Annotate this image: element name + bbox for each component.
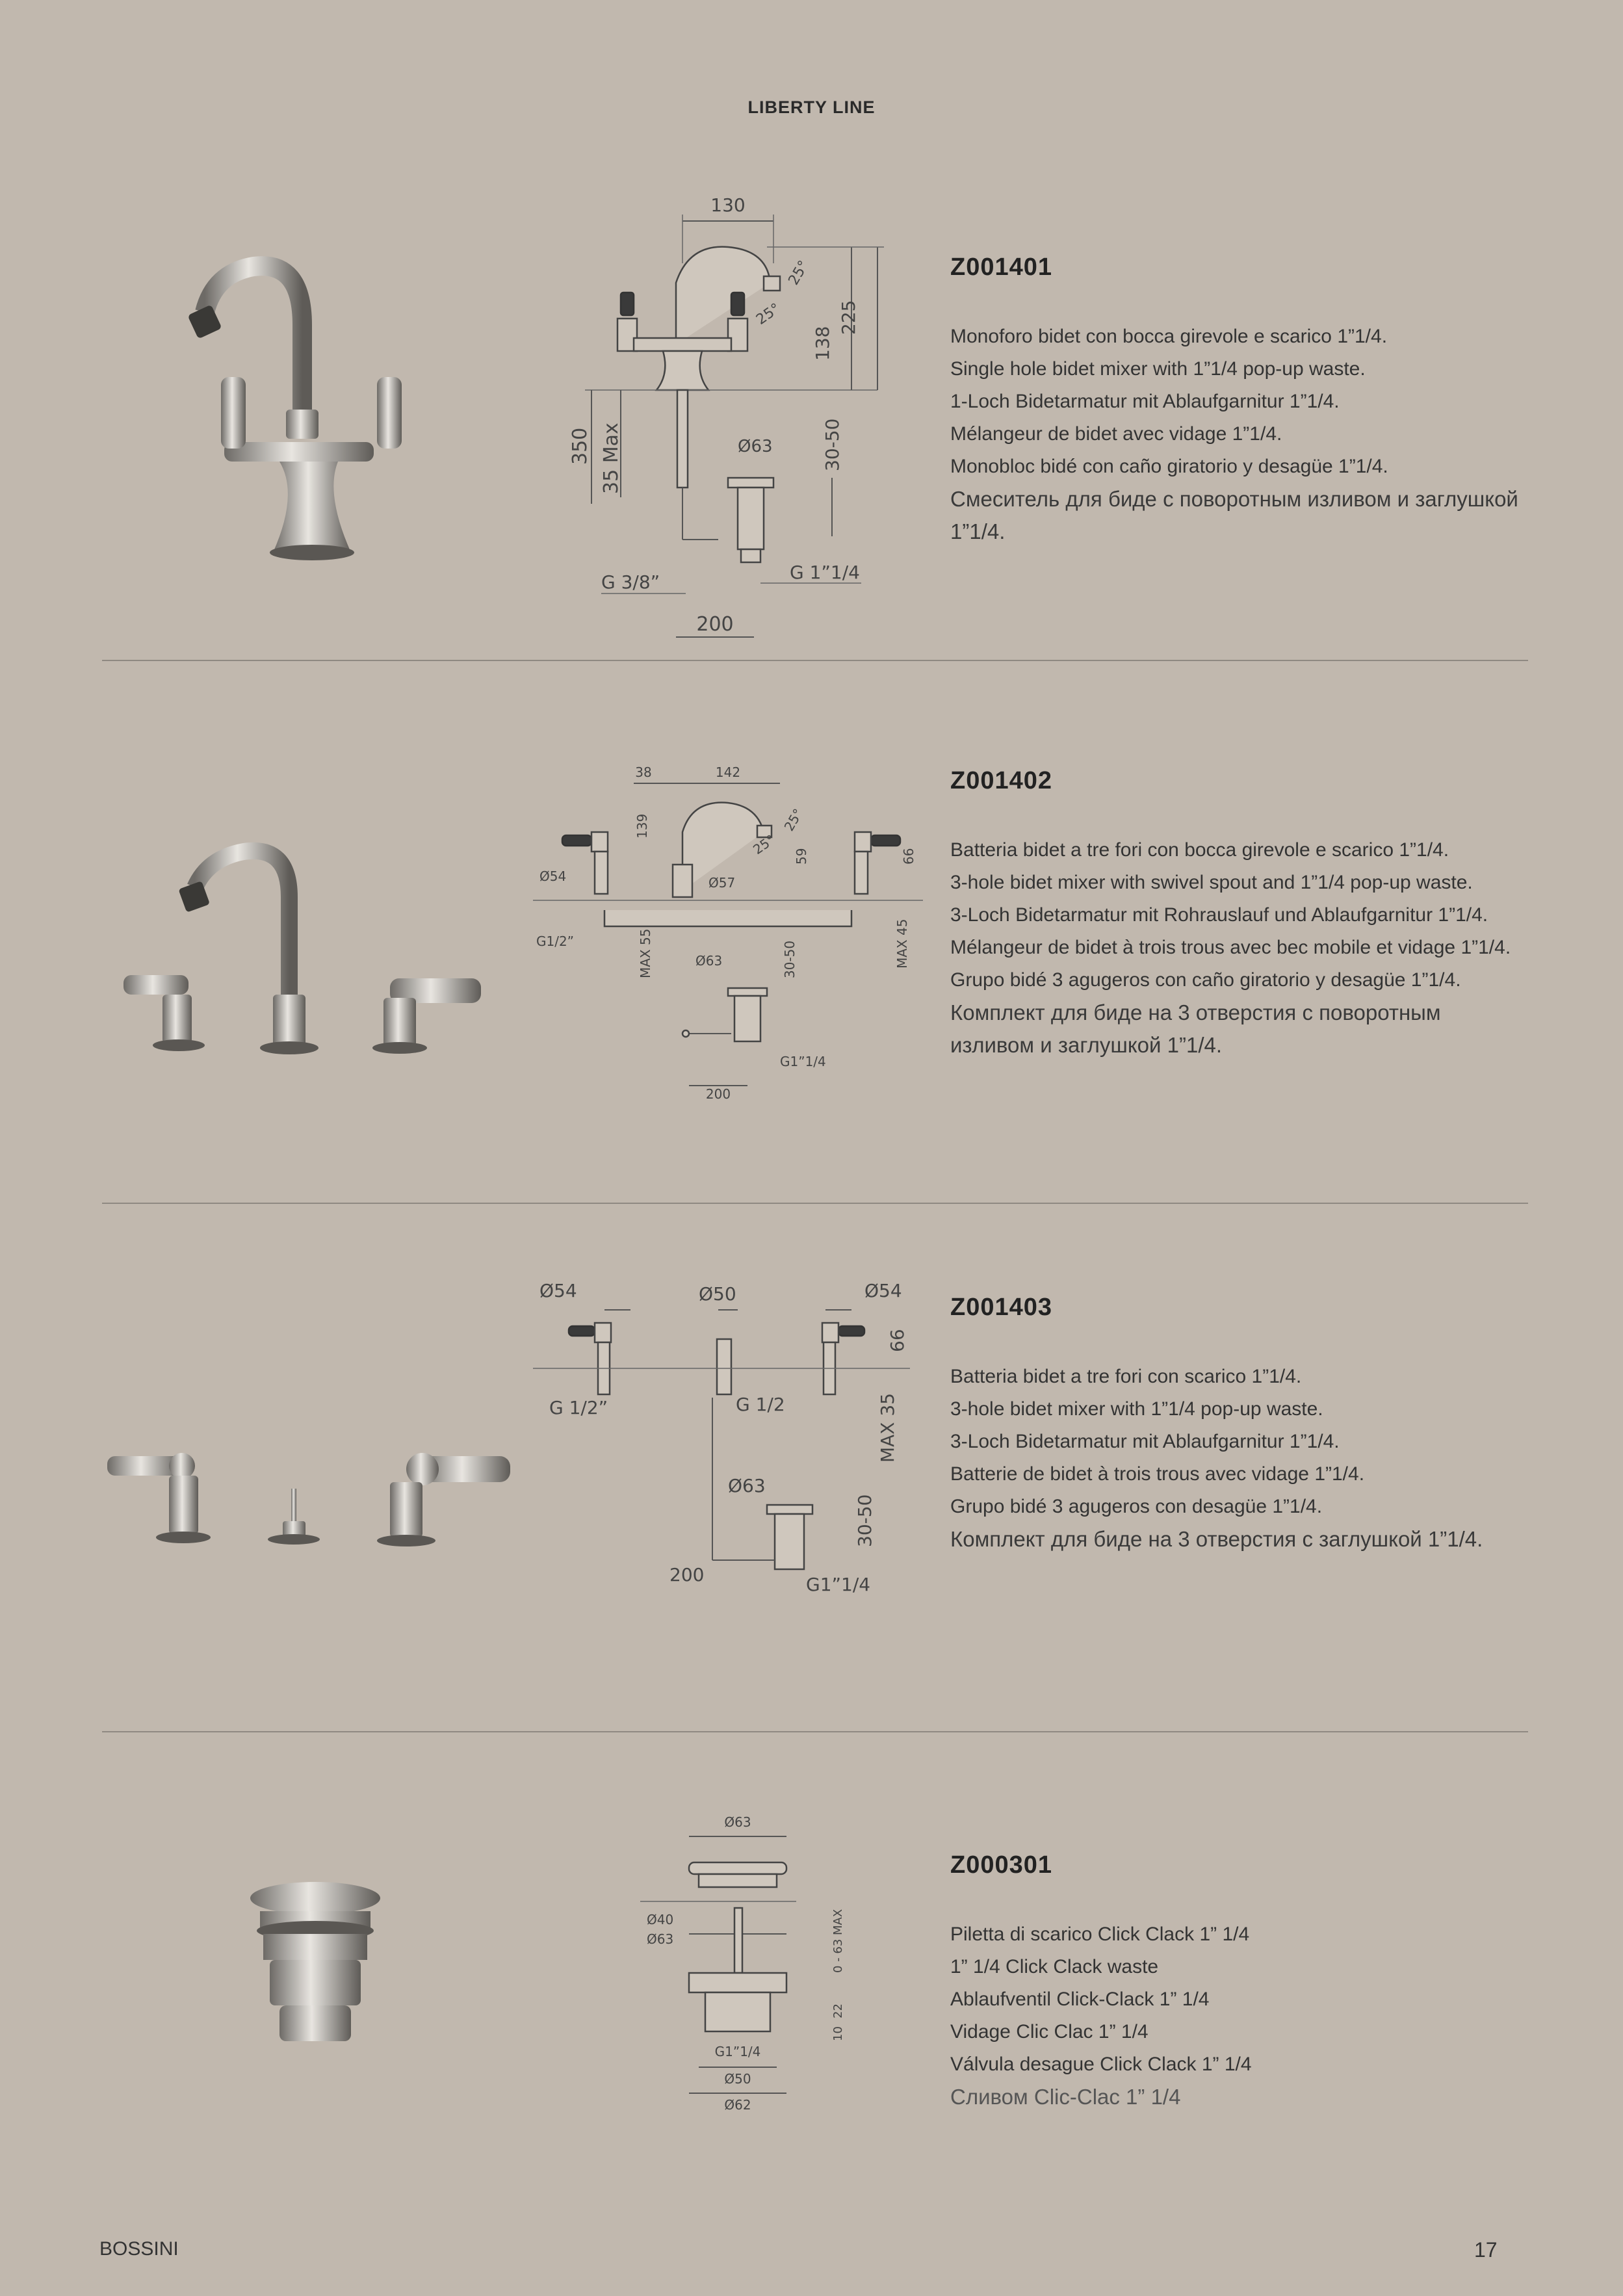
three-hole-bidet-mixer-no-spout-photo xyxy=(104,1443,520,1554)
dim-d50: Ø50 xyxy=(699,1283,736,1305)
technical-drawing-z001402 xyxy=(533,761,949,1112)
dim-138: 138 xyxy=(812,326,833,361)
dim-225: 225 xyxy=(838,300,859,335)
dim-g-1-1-4: G1”1/4 xyxy=(714,2044,761,2059)
desc-fr: Mélangeur de bidet avec vidage 1”1/4. xyxy=(950,423,1282,445)
desc-ru-1: Сливом Clic-Clac 1” 1/4 xyxy=(950,2085,1181,2109)
desc-es: Monobloc bidé con caño giratorio y desagüe 1”1/4. xyxy=(950,456,1388,477)
dim-g-1-1-4: G 1”1/4 xyxy=(790,562,860,583)
desc-ru-1: Смеситель для биде с поворотным изливом и заглушкой xyxy=(950,487,1518,511)
dim-139: 139 xyxy=(634,813,650,839)
desc-es: Válvula desague Click Clack 1” 1/4 xyxy=(950,2054,1252,2075)
dim-max-35: MAX 35 xyxy=(877,1392,898,1463)
dim-d54-left: Ø54 xyxy=(539,1280,577,1301)
product-code: Z001401 xyxy=(950,254,1053,281)
dim-d40: Ø40 xyxy=(647,1912,674,1927)
footer-brand: BOSSINI xyxy=(99,2238,179,2260)
dim-max-45: MAX 45 xyxy=(894,919,910,969)
dim-angle-b: 25° xyxy=(753,300,784,328)
dim-d50: Ø50 xyxy=(724,2071,751,2087)
dim-0-63-max: 0 - 63 MAX xyxy=(831,1909,845,1973)
desc-ru-1: Комплект для биде на 3 отверстия с поворотным xyxy=(950,1000,1441,1024)
dim-59: 59 xyxy=(794,848,809,865)
desc-fr: Batterie de bidet à trois trous avec vidage 1”1/4. xyxy=(950,1463,1365,1485)
dim-d63: Ø63 xyxy=(738,437,773,456)
three-hole-bidet-mixer-photo xyxy=(117,839,500,1060)
desc-ru-2: изливом и заглушкой 1”1/4. xyxy=(950,1033,1223,1057)
dim-d54-right: Ø54 xyxy=(864,1280,902,1301)
technical-drawing-z000301 xyxy=(640,1810,855,2122)
dim-g-1-1-4: G1”1/4 xyxy=(780,1054,826,1069)
dim-d63: Ø63 xyxy=(647,1931,674,1947)
dim-22: 22 xyxy=(831,2003,845,2018)
section-divider xyxy=(102,660,1528,661)
desc-de: 3-Loch Bidetarmatur mit Rohrauslauf und Ablaufgarnitur 1”1/4. xyxy=(950,904,1488,926)
dim-d62: Ø62 xyxy=(724,2097,751,2113)
desc-en: 3-hole bidet mixer with 1”1/4 pop-up waste. xyxy=(950,1398,1323,1420)
dim-200: 200 xyxy=(696,613,734,636)
product-text-z001402 xyxy=(950,767,1561,1062)
desc-ru-1: Комплект для биде на 3 отверстия с заглушкой 1”1/4. xyxy=(950,1527,1483,1551)
desc-it: Piletta di scarico Click Clack 1” 1/4 xyxy=(950,1924,1250,1945)
dim-d63: Ø63 xyxy=(728,1475,766,1496)
dim-angle-a: 25° xyxy=(781,805,807,834)
dim-30-50: 30-50 xyxy=(782,940,798,978)
desc-en: Single hole bidet mixer with 1”1/4 pop-up waste. xyxy=(950,358,1366,380)
page-number: 17 xyxy=(1474,2238,1498,2262)
single-hole-bidet-mixer-photo xyxy=(175,247,422,572)
dim-38: 38 xyxy=(635,764,652,780)
dim-d57: Ø57 xyxy=(708,875,736,891)
dim-30-50: 30-50 xyxy=(822,418,843,471)
desc-fr: Vidage Clic Clac 1” 1/4 xyxy=(950,2021,1149,2042)
page-header: LIBERTY LINE xyxy=(747,98,876,117)
dim-d63-top: Ø63 xyxy=(724,1814,751,1830)
desc-en: 3-hole bidet mixer with swivel spout and 1”1/4 pop-up waste. xyxy=(950,872,1473,893)
dim-30-50: 30-50 xyxy=(854,1494,876,1547)
desc-it: Monoforo bidet con bocca girevole e scarico 1”1/4. xyxy=(950,326,1388,347)
technical-drawing-z001403 xyxy=(533,1274,923,1606)
product-code: Z001402 xyxy=(950,767,1053,794)
desc-it: Batteria bidet a tre fori con scarico 1”1/4. xyxy=(950,1366,1302,1387)
dim-d54: Ø54 xyxy=(539,868,567,884)
section-divider xyxy=(102,1731,1528,1732)
product-text-z001403 xyxy=(950,1294,1561,1556)
dim-max-55: MAX 55 xyxy=(638,928,653,978)
desc-fr: Mélangeur de bidet à trois trous avec bec mobile et vidage 1”1/4. xyxy=(950,937,1511,958)
dim-66: 66 xyxy=(887,1329,908,1352)
dim-g-1-2-left: G 1/2” xyxy=(549,1397,608,1418)
dim-66: 66 xyxy=(901,848,916,865)
desc-it: Batteria bidet a tre fori con bocca girevole e scarico 1”1/4. xyxy=(950,839,1449,861)
desc-de: Ablaufventil Click-Clack 1” 1/4 xyxy=(950,1989,1210,2010)
click-clack-waste-photo xyxy=(244,1879,387,2054)
dim-d63: Ø63 xyxy=(695,953,723,969)
desc-ru-2: 1”1/4. xyxy=(950,519,1006,543)
technical-drawing-z001401 xyxy=(569,185,910,653)
dim-35-max: 35 Max xyxy=(600,423,623,494)
desc-es: Grupo bidé 3 agugeros con desagüe 1”1/4. xyxy=(950,1496,1323,1517)
desc-en: 1” 1/4 Click Clack waste xyxy=(950,1956,1159,1977)
dim-g-1-1-4: G1”1/4 xyxy=(806,1574,871,1595)
desc-de: 3-Loch Bidetarmatur mit Ablaufgarnitur 1”1/4. xyxy=(950,1431,1340,1452)
dim-350: 350 xyxy=(569,427,591,465)
dim-10: 10 xyxy=(831,2026,845,2041)
product-text-z000301 xyxy=(950,1851,1561,2113)
dim-g-1-2: G1/2” xyxy=(536,933,575,949)
product-code: Z001403 xyxy=(950,1294,1053,1321)
dim-angle-b: 25° xyxy=(750,831,778,858)
desc-es: Grupo bidé 3 agugeros con caño giratorio y desagüe 1”1/4. xyxy=(950,969,1461,991)
dim-angle-a: 25° xyxy=(785,257,812,288)
dim-130: 130 xyxy=(710,194,746,216)
product-code: Z000301 xyxy=(950,1851,1053,1879)
dim-200: 200 xyxy=(705,1086,731,1102)
dim-g-3-8: G 3/8” xyxy=(601,571,660,593)
dim-g-1-2-center: G 1/2 xyxy=(736,1394,785,1415)
desc-de: 1-Loch Bidetarmatur mit Ablaufgarnitur 1”1/4. xyxy=(950,391,1340,412)
dim-142: 142 xyxy=(715,764,741,780)
section-divider xyxy=(102,1203,1528,1204)
dim-200: 200 xyxy=(669,1564,705,1585)
product-text-z001401 xyxy=(950,254,1561,548)
